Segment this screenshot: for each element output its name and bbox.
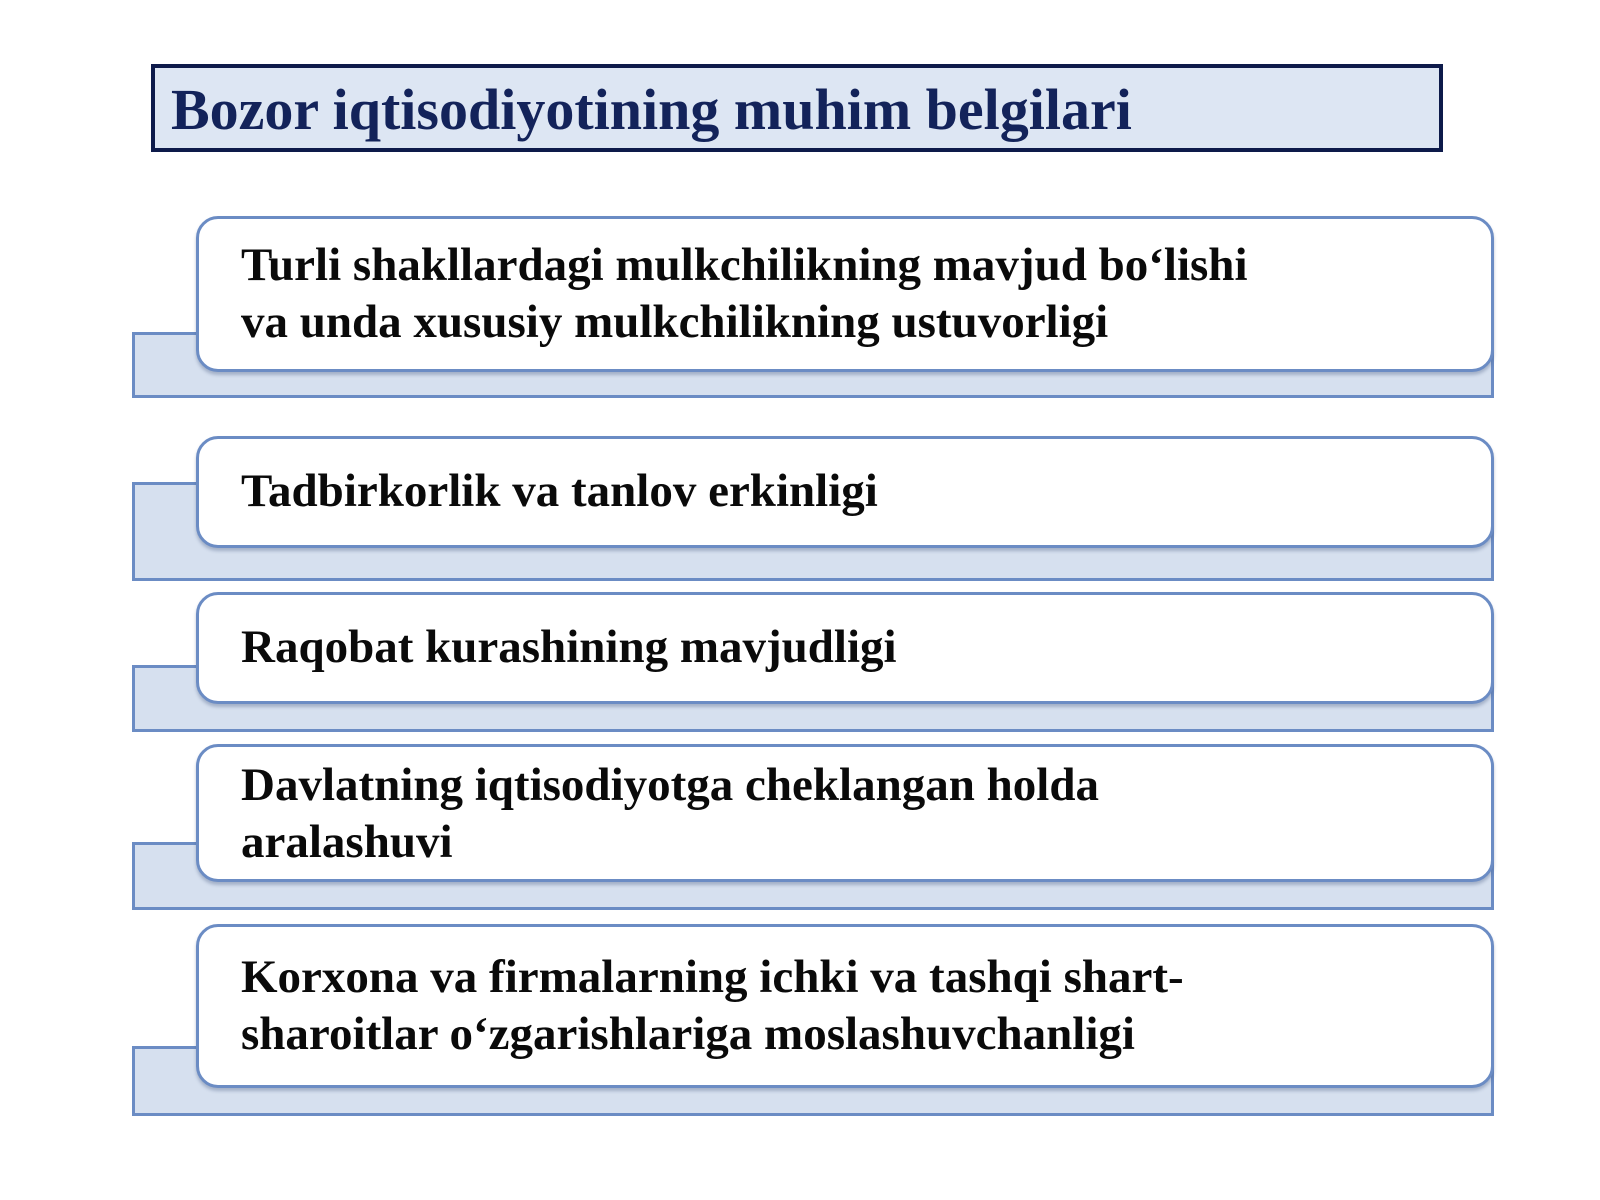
item-text-line-1: Raqobat kurashining mavjudligi <box>241 621 897 673</box>
item-card <box>196 216 1494 372</box>
item-card <box>196 592 1494 704</box>
item-text-line-1: Davlatning iqtisodiyotga cheklangan holda <box>241 759 1099 811</box>
list-item <box>132 592 1494 732</box>
item-card <box>196 744 1494 882</box>
item-card <box>196 436 1494 548</box>
item-text-line-1: Korxona va firmalarning ichki va tashqi shart- <box>241 951 1184 1003</box>
title-box <box>151 64 1443 152</box>
list-item <box>132 436 1494 581</box>
item-text-line-2: va unda xususiy mulkchilikning ustuvorligi <box>241 296 1109 348</box>
list-item <box>132 216 1494 398</box>
item-text-line-2: aralashuvi <box>241 816 453 868</box>
list-item <box>132 924 1494 1116</box>
item-text-line-1: Tadbirkorlik va tanlov erkinligi <box>241 465 878 517</box>
item-text <box>241 619 1451 676</box>
item-text <box>241 949 1451 1063</box>
list-item <box>132 744 1494 910</box>
item-card <box>196 924 1494 1088</box>
item-text <box>241 757 1451 871</box>
item-text <box>241 237 1451 351</box>
item-text <box>241 463 1451 520</box>
page-title: Bozor iqtisodiyotining muhim belgilari <box>171 77 1132 142</box>
item-text-line-1: Turli shakllardagi mulkchilikning mavjud bo‘lishi <box>241 239 1248 291</box>
item-text-line-2: sharoitlar o‘zgarishlariga moslashuvchanligi <box>241 1008 1135 1060</box>
